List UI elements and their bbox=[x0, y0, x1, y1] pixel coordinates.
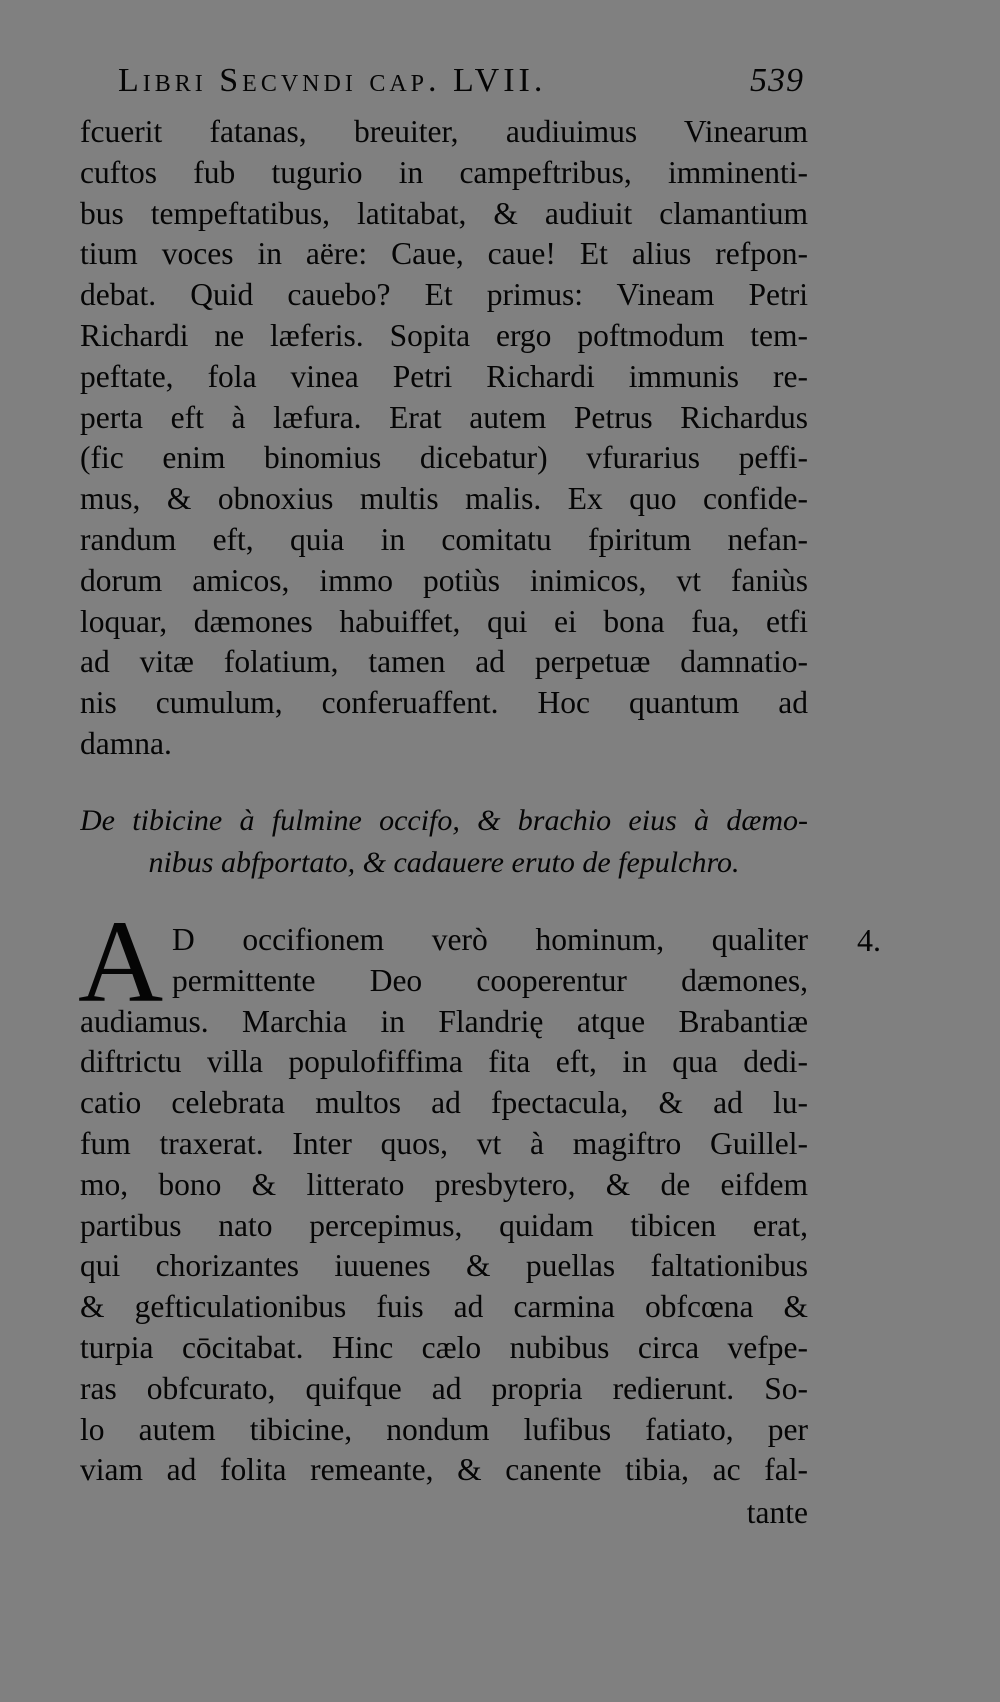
text-line: D occifionem verò hominum, qualiter bbox=[172, 922, 808, 957]
text-line: randum eft, quia in comitatu fpiritum nefan- bbox=[80, 521, 808, 557]
text-line: catio celebrata multos ad fpectacula, & ad lu- bbox=[80, 1085, 808, 1121]
text-line: peftate, fola vinea Petri Richardi immunis re- bbox=[80, 358, 808, 394]
heading-line: De tibicine à fulmine occifo, & brachio eius à dæmo- bbox=[80, 804, 808, 837]
text-line: diftrictu villa populofiffima fita eft, in qua dedi- bbox=[80, 1044, 808, 1080]
text-line: debat. Quid cauebo? Et primus: Vineam Petri bbox=[80, 277, 808, 313]
text-line: & gefticulationibus fuis ad carmina obfcœna & bbox=[80, 1289, 808, 1325]
text-line: audiamus. Marchia in Flandrię atque Brabantiæ bbox=[80, 1003, 808, 1039]
running-head bbox=[118, 62, 804, 108]
text-line: fcuerit fatanas, breuiter, audiuimus Vinearum bbox=[80, 114, 808, 149]
text-line: cuftos fub tugurio in campeftribus, imminenti- bbox=[80, 154, 808, 190]
page-number: 539 bbox=[750, 62, 804, 99]
text-line: ras obfcurato, quifque ad propria redierunt. So- bbox=[80, 1370, 808, 1406]
text-line: tium voces in aëre: Caue, caue! Et alius refpon- bbox=[80, 236, 808, 272]
text-line: viam ad folita remeante, & canente tibia, ac fal- bbox=[80, 1452, 808, 1488]
text-line: loquar, dæmones habuiffet, qui ei bona fua, etfi bbox=[80, 603, 808, 639]
text-line: dorum amicos, immo potiùs inimicos, vt faniùs bbox=[80, 562, 808, 598]
text-line: damna. bbox=[80, 725, 172, 761]
text-line: (fic enim binomius dicebatur) vfurarius peffi- bbox=[80, 440, 808, 476]
text-line: turpia cōcitabat. Hinc cælo nubibus circa vefpe- bbox=[80, 1329, 808, 1365]
text-line: bus tempeftatibus, latitabat, & audiuit clamantium bbox=[80, 195, 808, 231]
margin-note: 4. bbox=[857, 922, 881, 958]
text-line: lo autem tibicine, nondum lufibus fatiato, per bbox=[80, 1411, 808, 1447]
text-line: mo, bono & litterato presbytero, & de eifdem bbox=[80, 1166, 808, 1202]
text-line: perta eft à læfura. Erat autem Petrus Richardus bbox=[80, 399, 808, 435]
text-line: nis cumulum, conferuaffent. Hoc quantum ad bbox=[80, 685, 808, 721]
text-line: qui chorizantes iuuenes & puellas faltationibus bbox=[80, 1248, 808, 1284]
text-line: permittente Deo cooperentur dæmones, bbox=[172, 962, 808, 998]
section-heading bbox=[80, 800, 808, 884]
text-line: fum traxerat. Inter quos, vt à magiftro Guillel- bbox=[80, 1125, 808, 1161]
text-line: partibus nato percepimus, quidam tibicen erat, bbox=[80, 1207, 808, 1243]
text-line: mus, & obnoxius multis malis. Ex quo confide- bbox=[80, 481, 808, 517]
catchword: tante bbox=[746, 1495, 808, 1530]
running-head-title: Libri Secvndi cap. LVII. bbox=[118, 62, 547, 99]
paragraph-2 bbox=[80, 920, 808, 1491]
paragraph-1 bbox=[80, 112, 808, 765]
heading-line: nibus abfportato, & cadauere eruto de fepulchro. bbox=[148, 846, 740, 879]
drop-cap: A bbox=[78, 916, 164, 1008]
text-line: Richardi ne læferis. Sopita ergo poftmodum tem- bbox=[80, 317, 808, 353]
text-line: ad vitæ folatium, tamen ad perpetuæ damnatio- bbox=[80, 644, 808, 680]
catchword-block bbox=[80, 1493, 808, 1534]
